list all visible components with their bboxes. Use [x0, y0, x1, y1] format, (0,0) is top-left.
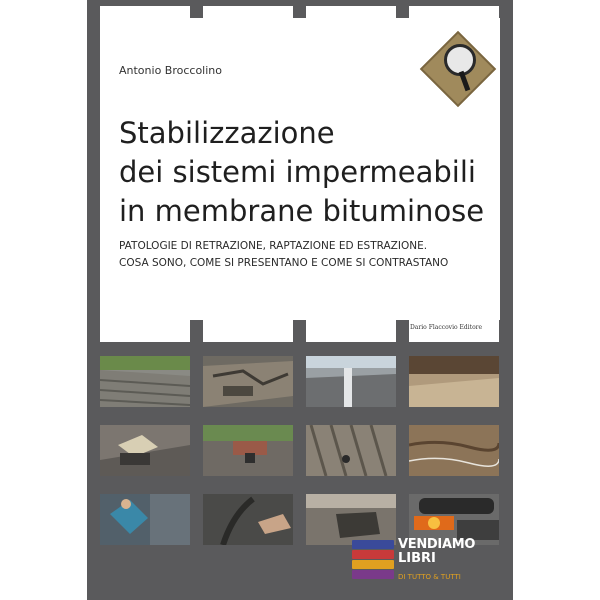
subtitle-line: COSA SONO, COME SI PRESENTANO E COME SI CONTRASTANO: [119, 257, 449, 269]
book-spine: [352, 550, 394, 559]
photo-roof-2: [203, 356, 293, 407]
photo-roof-7: [306, 425, 396, 476]
author-name: Antonio Broccolino: [119, 64, 222, 77]
photo-roof-5: [100, 425, 190, 476]
photo-roof-6: [203, 425, 293, 476]
top-tab: [306, 6, 396, 18]
book-spine: [352, 540, 394, 549]
book-subtitle: [119, 238, 499, 272]
book-title: [119, 114, 499, 231]
title-line: dei sistemi impermeabili: [119, 155, 476, 189]
book-cover: [87, 0, 513, 600]
title-line: in membrane bituminose: [119, 194, 485, 228]
photo-roof-9: [100, 494, 190, 545]
photo-roof-1: [100, 356, 190, 407]
book-spine: [352, 570, 394, 579]
top-tab: [203, 6, 293, 18]
top-tab: [409, 6, 499, 18]
watermark-line3: DI TUTTO & TUTTI: [398, 573, 461, 581]
photo-roof-10: [203, 494, 293, 545]
mid-tab: [203, 318, 293, 342]
mid-tab: [100, 318, 190, 342]
photo-roof-8: [409, 425, 499, 476]
watermark-line2: LIBRI: [398, 551, 436, 566]
mid-tab: [306, 318, 396, 342]
book-spine: [352, 560, 394, 569]
top-tab: [100, 6, 190, 18]
photo-roof-3: [306, 356, 396, 407]
vendiamo-libri-watermark: [352, 524, 512, 594]
publisher-name: Dario Flaccovio Editore: [410, 324, 483, 331]
subtitle-line: PATOLOGIE DI RETRAZIONE, RAPTAZIONE ED ESTRAZIONE.: [119, 240, 428, 252]
title-line: Stabilizzazione: [119, 116, 335, 150]
watermark-line1: VENDIAMO: [398, 537, 476, 552]
photo-roof-4: [409, 356, 499, 407]
